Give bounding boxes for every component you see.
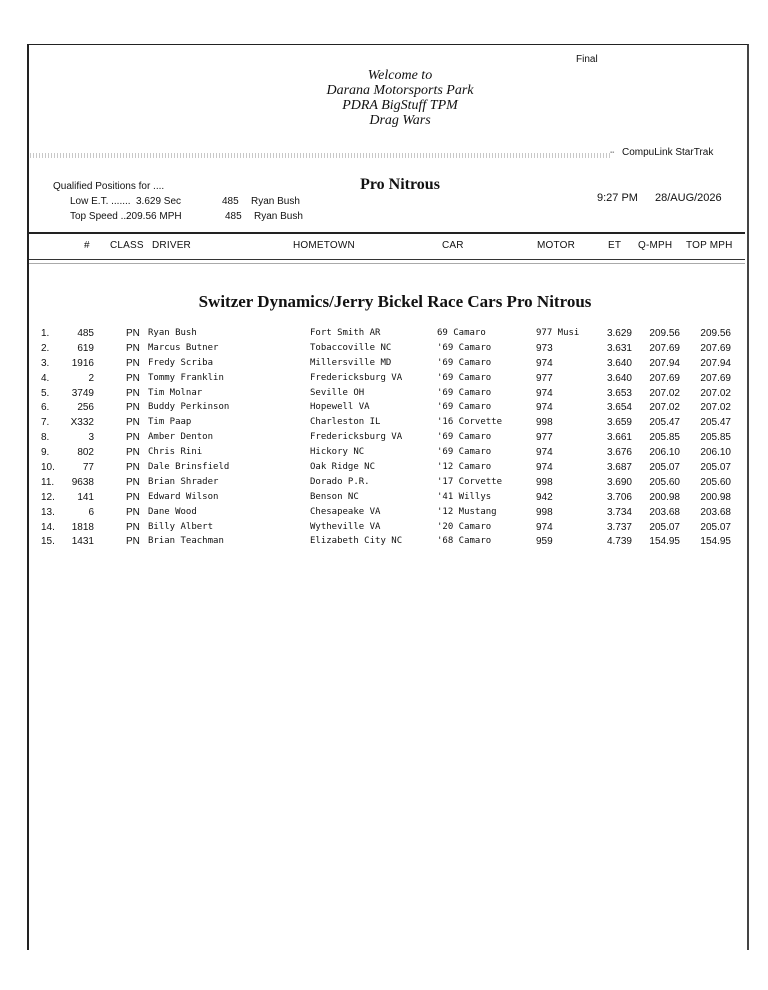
row-motor: 977 Musi [536, 328, 580, 338]
results-table [0, 328, 768, 551]
row-hometown: Hickory NC [310, 447, 365, 458]
row-et: 3.640 [606, 357, 632, 369]
row-hometown: Hopewell VA [310, 402, 370, 413]
row-et: 3.654 [606, 402, 632, 414]
row-motor: 959 [536, 536, 553, 548]
row-position: 2. [41, 342, 50, 354]
row-topmph: 207.69 [700, 342, 731, 354]
row-class: PN [126, 328, 140, 339]
low-et-driver: Ryan Bush [251, 196, 300, 207]
row-et: 3.653 [606, 387, 632, 399]
row-car: '12 Camaro [437, 462, 492, 473]
report-time: 9:27 PM [597, 192, 638, 204]
row-class: PN [126, 387, 140, 399]
row-motor: 974 [536, 521, 553, 533]
timing-logo-icon: ▪▪ [610, 150, 615, 156]
row-class: PN [126, 476, 140, 488]
row-car-number: 802 [77, 447, 94, 459]
row-motor: 973 [536, 342, 553, 354]
table-row [0, 522, 768, 537]
table-row [0, 417, 768, 432]
row-driver: Amber Denton [148, 432, 214, 443]
row-topmph: 205.85 [700, 432, 731, 444]
row-hometown: Elizabeth City NC [310, 536, 403, 547]
top-speed-value: 209.56 MPH [126, 211, 182, 222]
row-car: '41 Willys [437, 491, 492, 502]
row-motor: 998 [536, 506, 553, 518]
row-motor: 974 [536, 387, 553, 399]
row-class: PN [126, 506, 140, 518]
row-car: '12 Mustang [437, 506, 497, 517]
row-position: 14. [41, 521, 55, 533]
row-qmph: 207.69 [649, 342, 680, 354]
track-name: Darana Motorsports Park [326, 83, 474, 98]
row-motor: 977 [536, 372, 553, 384]
col-header-qmph: Q-MPH [638, 240, 673, 251]
row-hometown: Seville OH [310, 387, 365, 398]
row-qmph: 205.47 [649, 417, 680, 429]
row-et: 3.640 [606, 372, 632, 384]
row-position: 15. [41, 536, 55, 548]
row-class: PN [126, 447, 140, 459]
row-car: '69 Camaro [437, 372, 492, 383]
table-row [0, 477, 768, 492]
table-row [0, 328, 768, 343]
table-row [0, 507, 768, 522]
row-qmph: 206.10 [649, 447, 680, 459]
top-speed-driver: Ryan Bush [254, 211, 303, 222]
row-car-number: 9638 [71, 476, 94, 488]
row-et: 3.659 [606, 417, 632, 429]
row-driver: Chris Rini [148, 447, 203, 458]
row-topmph: 205.47 [700, 417, 731, 429]
table-row [0, 536, 768, 551]
row-car-number: 6 [88, 506, 94, 518]
row-car: '20 Camaro [437, 521, 492, 532]
row-class: PN [126, 491, 140, 503]
row-car: '69 Camaro [437, 357, 492, 368]
row-class: PN [126, 521, 140, 533]
row-car: '69 Camaro [437, 432, 492, 443]
row-class: PN [126, 372, 140, 384]
row-position: 8. [41, 432, 50, 444]
row-position: 10. [41, 462, 55, 474]
row-motor: 977 [536, 432, 553, 444]
low-et-value: 3.629 Sec [136, 196, 182, 207]
row-car: '17 Corvette [437, 476, 503, 487]
row-car-number: 619 [77, 342, 94, 354]
series-name: PDRA BigStuff TPM [342, 98, 458, 113]
row-et: 3.737 [606, 521, 632, 533]
row-position: 9. [41, 447, 50, 459]
row-motor: 942 [536, 491, 553, 503]
row-et: 3.629 [606, 328, 632, 339]
row-driver: Dale Brinsfield [148, 462, 230, 473]
row-driver: Fredy Scriba [148, 357, 214, 368]
row-hometown: Tobaccoville NC [310, 342, 392, 353]
low-et-label: Low E.T. ....... [70, 196, 131, 207]
row-et: 3.687 [606, 462, 632, 474]
row-et: 3.631 [606, 342, 632, 354]
col-header-driver: DRIVER [152, 240, 191, 251]
row-topmph: 207.94 [700, 357, 731, 369]
row-hometown: Chesapeake VA [310, 506, 381, 517]
dotted-divider [30, 153, 610, 158]
row-class: PN [126, 402, 140, 414]
col-header-car: CAR [442, 240, 464, 251]
row-qmph: 207.94 [649, 357, 680, 369]
row-position: 7. [41, 417, 50, 429]
row-car: '69 Camaro [437, 387, 492, 398]
table-row [0, 432, 768, 447]
table-row [0, 388, 768, 403]
timing-system-label: CompuLink StarTrak [622, 147, 714, 158]
row-hometown: Millersville MD [310, 357, 392, 368]
header-rule-top [29, 232, 745, 234]
row-car: '69 Camaro [437, 402, 492, 413]
row-hometown: Oak Ridge NC [310, 462, 376, 473]
row-topmph: 203.68 [700, 506, 731, 518]
row-motor: 998 [536, 476, 553, 488]
row-class: PN [126, 462, 140, 474]
table-row [0, 343, 768, 358]
row-motor: 974 [536, 402, 553, 414]
row-car-number: 485 [77, 328, 94, 339]
table-row [0, 462, 768, 477]
row-topmph: 205.07 [700, 462, 731, 474]
table-row [0, 358, 768, 373]
row-qmph: 207.69 [649, 372, 680, 384]
row-car-number: 141 [77, 491, 94, 503]
row-topmph: 207.02 [700, 402, 731, 414]
row-car-number: 2 [88, 372, 94, 384]
row-topmph: 207.02 [700, 387, 731, 399]
row-et: 3.734 [606, 506, 632, 518]
row-class: PN [126, 342, 140, 354]
row-et: 3.690 [606, 476, 632, 488]
row-car-number: 3 [88, 432, 94, 444]
row-hometown: Wytheville VA [310, 521, 381, 532]
row-car-number: 1431 [71, 536, 94, 548]
row-position: 11. [41, 476, 55, 488]
row-topmph: 205.60 [700, 476, 731, 488]
row-driver: Tommy Franklin [148, 372, 224, 383]
col-header-topmph: TOP MPH [686, 240, 733, 251]
row-topmph: 206.10 [700, 447, 731, 459]
row-driver: Buddy Perkinson [148, 402, 230, 413]
table-row [0, 492, 768, 507]
row-et: 3.661 [606, 432, 632, 444]
row-car: '69 Camaro [437, 342, 492, 353]
welcome-banner [300, 68, 500, 128]
row-position: 13. [41, 506, 55, 518]
row-topmph: 207.69 [700, 372, 731, 384]
row-hometown: Benson NC [310, 491, 359, 502]
qualified-label: Qualified Positions for .... [53, 181, 165, 192]
row-et: 3.706 [606, 491, 632, 503]
event-title: Switzer Dynamics/Jerry Bickel Race Cars Pro Nitrous [198, 292, 592, 311]
row-et: 4.739 [606, 536, 632, 548]
row-car: 69 Camaro [437, 328, 486, 338]
row-car-number: 1916 [71, 357, 94, 369]
row-position: 12. [41, 491, 55, 503]
class-title: Pro Nitrous [360, 176, 440, 193]
row-car: '68 Camaro [437, 536, 492, 547]
table-row [0, 402, 768, 417]
row-class: PN [126, 536, 140, 548]
row-qmph: 205.60 [649, 476, 680, 488]
row-hometown: Dorado P.R. [310, 476, 370, 487]
event-name: Drag Wars [369, 113, 431, 128]
row-position: 5. [41, 387, 50, 399]
row-car-number: 1818 [71, 521, 94, 533]
row-hometown: Fort Smith AR [310, 328, 381, 338]
table-row [0, 373, 768, 388]
row-motor: 998 [536, 417, 553, 429]
col-header-motor: MOTOR [537, 240, 576, 251]
row-motor: 974 [536, 447, 553, 459]
row-car-number: 77 [82, 462, 94, 474]
row-car-number: 3749 [71, 387, 94, 399]
row-car: '69 Camaro [437, 447, 492, 458]
row-position: 1. [41, 328, 50, 339]
top-speed-label: Top Speed ... [70, 211, 129, 222]
row-driver: Dane Wood [148, 506, 197, 517]
row-class: PN [126, 357, 140, 369]
row-car-number: X332 [70, 417, 94, 429]
col-header-et: ET [608, 240, 622, 251]
header-rule-bottom [29, 259, 745, 260]
low-et-number: 485 [222, 196, 239, 207]
status-label: Final [576, 54, 598, 65]
row-motor: 974 [536, 357, 553, 369]
row-qmph: 207.02 [649, 387, 680, 399]
row-car-number: 256 [77, 402, 94, 414]
row-qmph: 154.95 [649, 536, 680, 548]
row-topmph: 205.07 [700, 521, 731, 533]
report-date: 28/AUG/2026 [655, 192, 722, 204]
row-driver: Tim Paap [148, 417, 192, 428]
row-qmph: 205.07 [649, 462, 680, 474]
welcome-line: Welcome to [367, 68, 433, 83]
row-topmph: 200.98 [700, 491, 731, 503]
col-header-hometown: HOMETOWN [293, 240, 355, 251]
row-position: 4. [41, 372, 50, 384]
row-topmph: 209.56 [700, 328, 731, 339]
row-class: PN [126, 432, 140, 444]
row-driver: Billy Albert [148, 521, 214, 532]
row-qmph: 205.85 [649, 432, 680, 444]
row-qmph: 205.07 [649, 521, 680, 533]
row-qmph: 200.98 [649, 491, 680, 503]
row-motor: 974 [536, 462, 553, 474]
row-driver: Tim Molnar [148, 387, 203, 398]
row-driver: Ryan Bush [148, 328, 197, 338]
header-rule-bottom-thin [29, 263, 745, 264]
row-hometown: Fredericksburg VA [310, 372, 403, 383]
row-et: 3.676 [606, 447, 632, 459]
col-header-num: # [84, 240, 90, 251]
row-qmph: 207.02 [649, 402, 680, 414]
top-speed-number: 485 [225, 211, 242, 222]
row-driver: Brian Teachman [148, 536, 224, 547]
row-qmph: 209.56 [649, 328, 680, 339]
row-qmph: 203.68 [649, 506, 680, 518]
row-position: 6. [41, 402, 50, 414]
row-hometown: Charleston IL [310, 417, 381, 428]
row-class: PN [126, 417, 140, 429]
row-driver: Edward Wilson [148, 491, 219, 502]
row-driver: Marcus Butner [148, 342, 219, 353]
table-row [0, 447, 768, 462]
row-car: '16 Corvette [437, 417, 503, 428]
row-position: 3. [41, 357, 50, 369]
row-hometown: Fredericksburg VA [310, 432, 403, 443]
row-topmph: 154.95 [700, 536, 731, 548]
col-header-class: CLASS [110, 240, 144, 251]
row-driver: Brian Shrader [148, 476, 219, 487]
